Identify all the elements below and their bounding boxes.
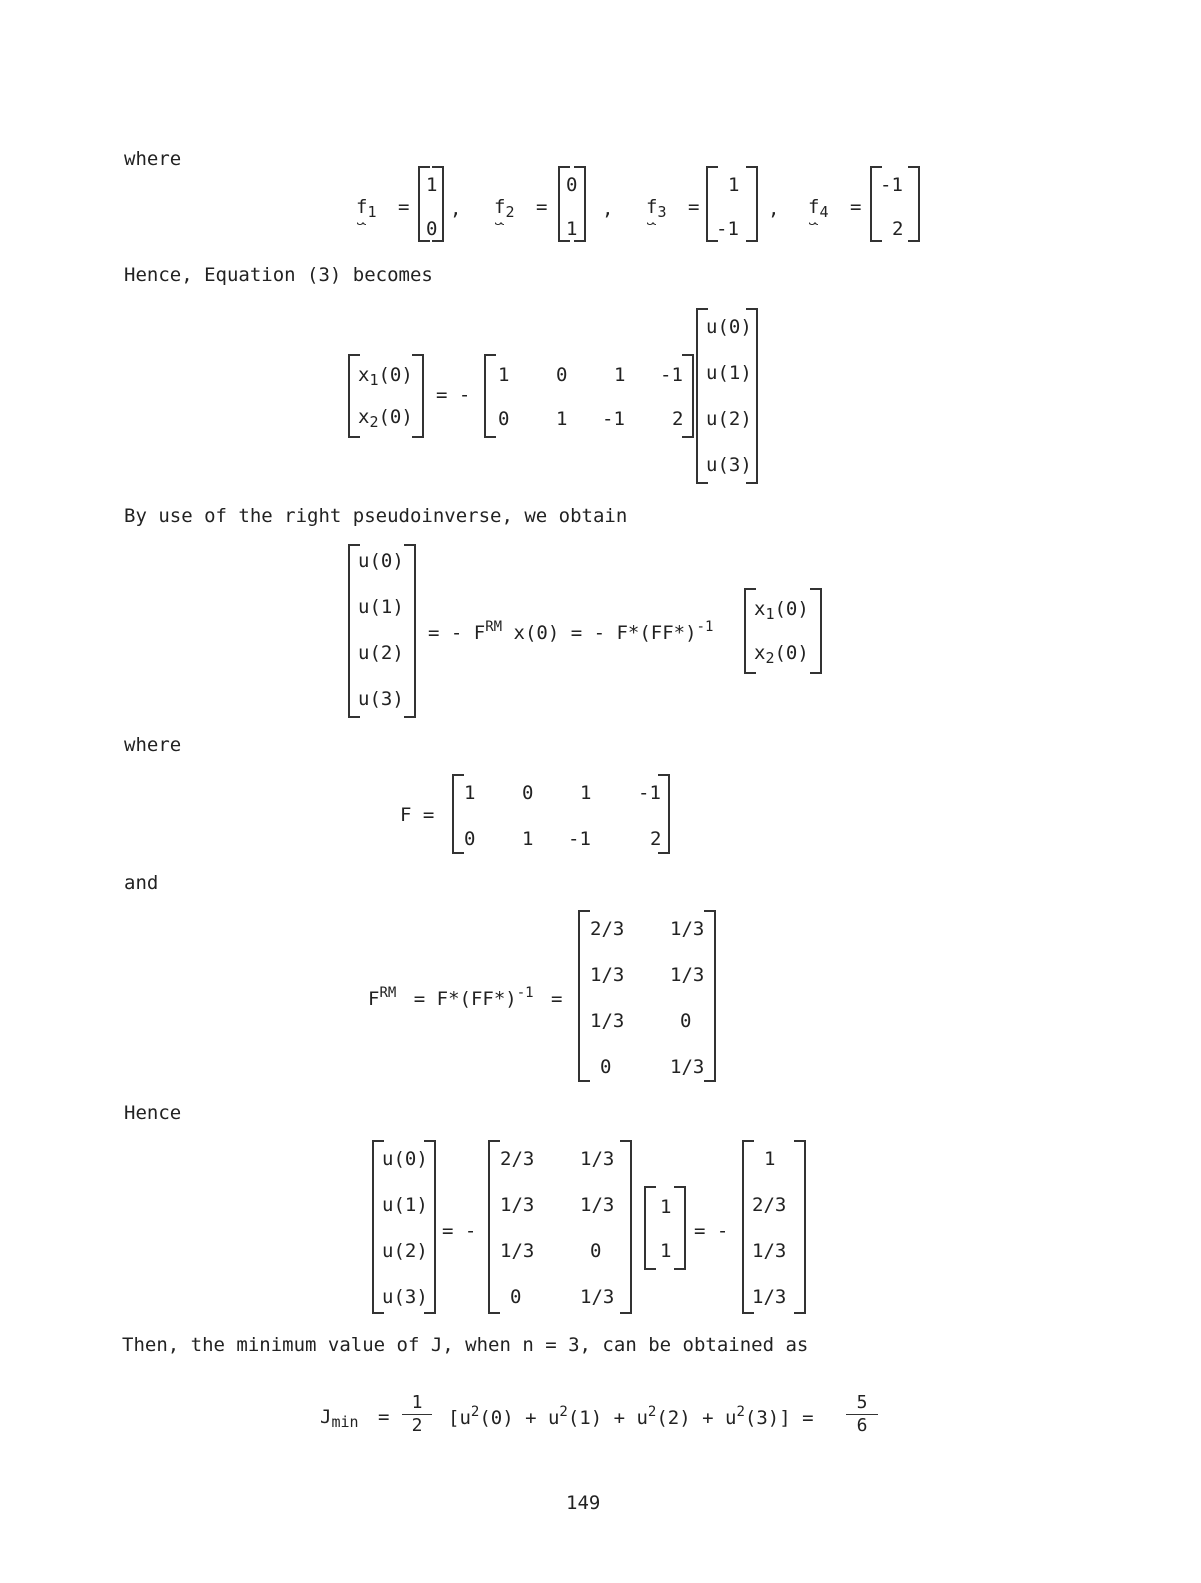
- FRM2-30: 0: [510, 1286, 522, 1308]
- f2-equals: =: [535, 196, 548, 218]
- eq-minus-1: = -: [436, 384, 471, 406]
- u1-2: u(2): [706, 408, 752, 430]
- res-0: 1: [764, 1148, 776, 1170]
- ones-1: 1: [660, 1240, 672, 1262]
- by-use-text: By use of the right pseudoinverse, we obtain: [124, 505, 628, 527]
- f4-v0: -1: [880, 174, 903, 196]
- F1-00: 1: [498, 364, 510, 386]
- u3-3: u(3): [382, 1286, 428, 1308]
- FRM-11: 1/3: [670, 964, 705, 986]
- FRM2-20: 1/3: [500, 1240, 535, 1262]
- f1-v1: 0: [426, 218, 438, 240]
- FRM-10: 1/3: [590, 964, 625, 986]
- res-2: 1/3: [752, 1240, 787, 1262]
- u3-1: u(1): [382, 1194, 428, 1216]
- hence-eq3-text: Hence, Equation (3) becomes: [124, 264, 433, 286]
- u3-2: u(2): [382, 1240, 428, 1262]
- then-text: Then, the minimum value of J, when n = 3, can be obtained as: [122, 1334, 809, 1356]
- F1-02: 1: [614, 364, 626, 386]
- f1-matrix: [418, 166, 444, 242]
- F1-11: 1: [556, 408, 568, 430]
- jmin-sum: $[u^2(0) + u^2(1) + u^2(2) + u^2(3)]$ =: [448, 1404, 814, 1429]
- FRM-31: 1/3: [670, 1056, 705, 1078]
- f2-v1: 1: [566, 218, 578, 240]
- x2v-2: $x_2(0)$: [754, 642, 809, 667]
- f2-comma: ,: [602, 198, 614, 220]
- f3-equals: =: [687, 196, 700, 218]
- F2-12: -1: [568, 828, 591, 850]
- FRM2-01: 1/3: [580, 1148, 615, 1170]
- result-vector: [742, 1140, 806, 1314]
- f2-symbol: f: [494, 196, 506, 218]
- u1-3: u(3): [706, 454, 752, 476]
- ones-vector: [644, 1186, 686, 1270]
- x-vector-2: [744, 588, 822, 674]
- u2-2: u(2): [358, 642, 404, 664]
- f1-v0: 1: [426, 174, 438, 196]
- x1-entry: $x_1(0)$: [358, 364, 413, 389]
- F-matrix-2: [452, 774, 670, 854]
- f2-v0: 0: [566, 174, 578, 196]
- eq-minus-2: = -: [442, 1220, 477, 1242]
- f3-sub: 3: [657, 203, 667, 221]
- f3-v1: -1: [716, 218, 739, 240]
- FRM-00: 2/3: [590, 918, 625, 940]
- f3-label: [646, 198, 699, 220]
- f1-label: [356, 198, 409, 220]
- f4-equals: =: [849, 196, 862, 218]
- x2-entry: $x_2(0)$: [358, 406, 413, 431]
- FRM-equation: $F^{RM} = F*(FF*)^{-1}$ =: [368, 985, 563, 1010]
- F2-03: -1: [638, 782, 661, 804]
- and-label: and: [124, 872, 159, 894]
- F2-01: 0: [522, 782, 534, 804]
- res-1: 2/3: [752, 1194, 787, 1216]
- FRM2-31: 1/3: [580, 1286, 615, 1308]
- FRM-matrix: [578, 910, 716, 1082]
- u1-0: u(0): [706, 316, 752, 338]
- f1-symbol: f: [356, 196, 368, 218]
- FRM2-00: 2/3: [500, 1148, 535, 1170]
- frac-five-sixths: 5 6: [846, 1394, 878, 1435]
- u2-3: u(3): [358, 688, 404, 710]
- FRM-01: 1/3: [670, 918, 705, 940]
- F1-13: 2: [672, 408, 684, 430]
- res-3: 1/3: [752, 1286, 787, 1308]
- u-vector-2: [348, 544, 416, 718]
- FRM2-21: 0: [590, 1240, 602, 1262]
- u2-0: u(0): [358, 550, 404, 572]
- where-label-1: where: [124, 148, 182, 170]
- FRM-30: 0: [600, 1056, 612, 1078]
- eq-minus-3: = -: [694, 1220, 729, 1242]
- page-number: 149: [566, 1492, 601, 1514]
- f4-v1: 2: [892, 218, 904, 240]
- f3-comma: ,: [768, 198, 780, 220]
- F2-13: 2: [650, 828, 662, 850]
- jmin-label: $J_{min}$ =: [320, 1406, 390, 1431]
- f3-matrix: [706, 166, 758, 242]
- u2-1: u(1): [358, 596, 404, 618]
- f1-sub: 1: [367, 203, 377, 221]
- FRM-21: 0: [680, 1010, 692, 1032]
- f4-label: [808, 198, 861, 220]
- FRM2-10: 1/3: [500, 1194, 535, 1216]
- F2-00: 1: [464, 782, 476, 804]
- F1-10: 0: [498, 408, 510, 430]
- pseudo-equation: = - $F^{RM}$ x(0) = - $F*(FF*)^{-1}$: [428, 619, 714, 644]
- F1-01: 0: [556, 364, 568, 386]
- f3-v0: 1: [728, 174, 740, 196]
- F2-11: 1: [522, 828, 534, 850]
- where-label-2: where: [124, 734, 182, 756]
- FRM2-11: 1/3: [580, 1194, 615, 1216]
- F2-10: 0: [464, 828, 476, 850]
- F1-12: -1: [602, 408, 625, 430]
- F-label: F =: [400, 804, 435, 826]
- u-vector-3: [372, 1140, 436, 1314]
- f2-matrix: [558, 166, 586, 242]
- f3-symbol: f: [646, 196, 658, 218]
- frac-half: 1 2: [402, 1394, 432, 1435]
- f2-label: [494, 198, 547, 220]
- F-matrix-1: [484, 354, 694, 438]
- x2v-1: $x_1(0)$: [754, 598, 809, 623]
- x-vector-1: [348, 354, 424, 438]
- hence-label: Hence: [124, 1102, 182, 1124]
- u3-0: u(0): [382, 1148, 428, 1170]
- f4-matrix: [870, 166, 920, 242]
- f4-symbol: f: [808, 196, 820, 218]
- f2-sub: 2: [505, 203, 515, 221]
- FRM-matrix-2: [488, 1140, 632, 1314]
- f1-equals: =: [397, 196, 410, 218]
- F2-02: 1: [580, 782, 592, 804]
- u-vector-1: [696, 308, 758, 484]
- FRM-20: 1/3: [590, 1010, 625, 1032]
- f4-sub: 4: [819, 203, 829, 221]
- ones-0: 1: [660, 1196, 672, 1218]
- f1-comma: ,: [450, 198, 462, 220]
- u1-1: u(1): [706, 362, 752, 384]
- F1-03: -1: [660, 364, 683, 386]
